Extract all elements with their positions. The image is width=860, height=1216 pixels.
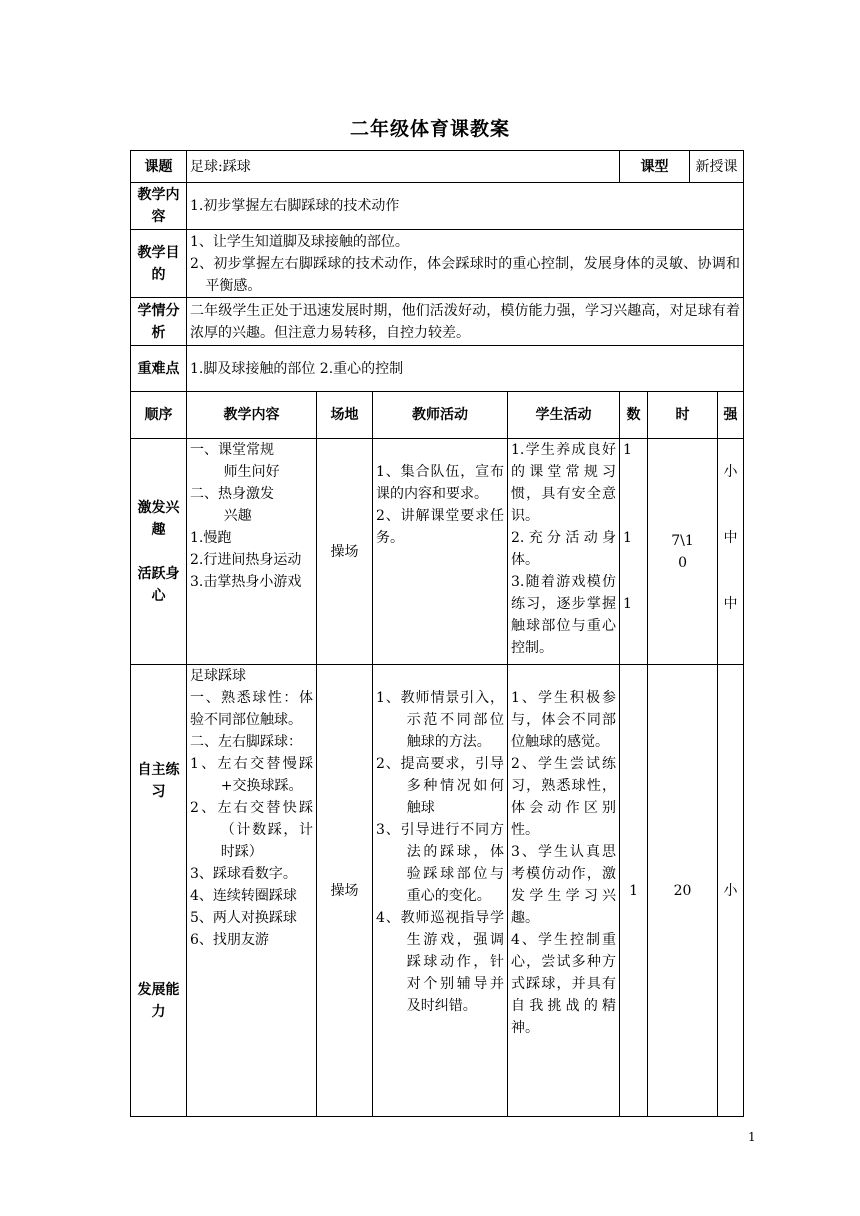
col-intensity: 强: [718, 392, 744, 439]
key-points-label: 重难点: [131, 346, 187, 392]
analysis-value: 二年级学生正处于迅速发展时期，他们活泼好动，模仿能力强，学习兴趣高，对足球有着浓厚的兴趣。但注意力易转移，自控力较差。: [187, 298, 744, 346]
goals-row: [131, 230, 744, 298]
intensity-cell: 小: [718, 665, 744, 1117]
list-item: 1.学生养成良好的课堂常规习惯，具有安全意识。: [511, 442, 617, 524]
list-item: 兴趣: [223, 508, 252, 524]
list-item: 6、找朋友游: [190, 932, 269, 948]
goal-item: 1、让学生知道脚及球接触的部位。: [190, 233, 409, 250]
list-item: 2.行进间热身运动: [190, 552, 302, 568]
goals-value: [187, 230, 744, 298]
analysis-row: [131, 298, 744, 346]
list-item: 2、学生尝试练习，熟悉球性，体会动作区别性。: [511, 756, 617, 838]
intensity-cell: [718, 439, 744, 665]
list-item: 1、集合队伍，宣布课的内容和要求。: [376, 464, 504, 502]
time-cell: [648, 439, 718, 665]
student-cell: [508, 665, 620, 1117]
stage-name: 激发兴趣: [137, 499, 180, 538]
content-row: [131, 183, 744, 230]
col-time: 时: [648, 392, 718, 439]
content-cell: [187, 439, 317, 665]
stage-name: 自主练习: [137, 761, 180, 800]
content-label: 教学内容: [131, 183, 187, 230]
list-item: 4、学生控制重心，尝试多种方式踩球，并具有自我挑战的精神。: [511, 932, 617, 1036]
student-cell: [508, 439, 620, 665]
list-item: 二、左右脚踩球：: [190, 734, 302, 750]
list-item: 3、引导进行不同方法的踩球，体验踩球部位与重心的变化。: [376, 822, 504, 904]
key-points-value: 1.脚及球接触的部位 2.重心的控制: [187, 346, 744, 392]
list-item: 1、左右交替慢踩+交换球踩。: [190, 756, 313, 794]
stage-name: 活跃身心: [137, 565, 180, 604]
table-row: [131, 665, 744, 1117]
type-value: 新授课: [690, 151, 744, 183]
list-item: 3、学生认真思考模仿动作，激发学生学习兴趣。: [511, 844, 617, 926]
page-number: 1: [748, 1130, 756, 1144]
type-label: 课型: [620, 151, 690, 183]
topic-row: [131, 151, 744, 183]
list-item: 1、学生积极参与，体会不同部位触球的感觉。: [511, 690, 617, 750]
list-item: 4、教师巡视指导学生游戏，强调踩球动作，针对个别辅导并及时纠错。: [376, 910, 504, 1014]
list-item: 5、两人对换踩球: [190, 910, 297, 926]
intensity-value: 小: [723, 464, 738, 480]
list-item: 4、连续转圈踩球: [190, 888, 297, 904]
table-row: [131, 439, 744, 665]
list-item: 一、课堂常规: [190, 442, 274, 458]
key-points-row: [131, 346, 744, 392]
list-item: 2.充分活动身体。: [511, 530, 617, 568]
col-count: 数: [620, 392, 648, 439]
list-item: 师生问好: [223, 464, 280, 480]
col-venue: 场地: [317, 392, 373, 439]
stage-cell: [131, 439, 187, 665]
list-item: 2、讲解课堂要求任务。: [376, 508, 504, 546]
count-value: 1: [623, 442, 632, 458]
page-title: 二年级体育课教案: [349, 118, 510, 140]
count-value: 1: [623, 530, 632, 546]
stage-name: 发展能力: [137, 981, 180, 1020]
goals-label: 教学目的: [131, 230, 187, 298]
content-cell: [187, 665, 317, 1117]
list-item: 二、热身激发: [190, 486, 274, 502]
column-header-row: [131, 392, 744, 439]
topic-value: 足球:踩球: [187, 151, 620, 183]
col-order: 顺序: [131, 392, 187, 439]
list-item: 一、熟悉球性：体验不同部位触球。: [190, 690, 313, 728]
count-cell: 1: [620, 665, 648, 1117]
intensity-value: 中: [723, 530, 738, 546]
col-content: 教学内容: [187, 392, 317, 439]
venue-cell: 操场: [317, 439, 373, 665]
venue-cell: 操场: [317, 665, 373, 1117]
list-item: 1.慢跑: [190, 530, 232, 546]
teacher-cell: [373, 665, 508, 1117]
content-value: 1.初步掌握左右脚踩球的技术动作: [187, 183, 744, 230]
content-title: 足球踩球: [190, 668, 246, 684]
col-student: 学生活动: [508, 392, 620, 439]
list-item: 3.击掌热身小游戏: [190, 574, 302, 590]
intensity-value: 中: [723, 596, 738, 612]
teacher-cell: [373, 439, 508, 665]
topic-label: 课题: [131, 151, 187, 183]
lesson-plan-table: [130, 150, 744, 1117]
list-item: 2、提高要求，引导多种情况如何触球: [376, 756, 504, 816]
list-item: 3、踩球看数字。: [190, 866, 297, 882]
list-item: 2、左右交替快踩（计数踩，计时踩）: [190, 800, 313, 860]
list-item: 1、教师情景引入，示范不同部位触球的方法。: [376, 690, 504, 750]
list-item: 3.随着游戏模仿练习，逐步掌握触球部位与重心控制。: [511, 574, 617, 656]
stage-cell: [131, 665, 187, 1117]
goal-item: 2、初步掌握左右脚踩球的技术动作，体会踩球时的重心控制，发展身体的灵敏、协调和平衡感。: [190, 255, 741, 294]
count-value: 1: [623, 596, 632, 612]
count-cell: [620, 439, 648, 665]
col-teacher: 教师活动: [373, 392, 508, 439]
time-value: 7\10: [671, 532, 694, 571]
analysis-label: 学情分析: [131, 298, 187, 346]
time-cell: 20: [648, 665, 718, 1117]
